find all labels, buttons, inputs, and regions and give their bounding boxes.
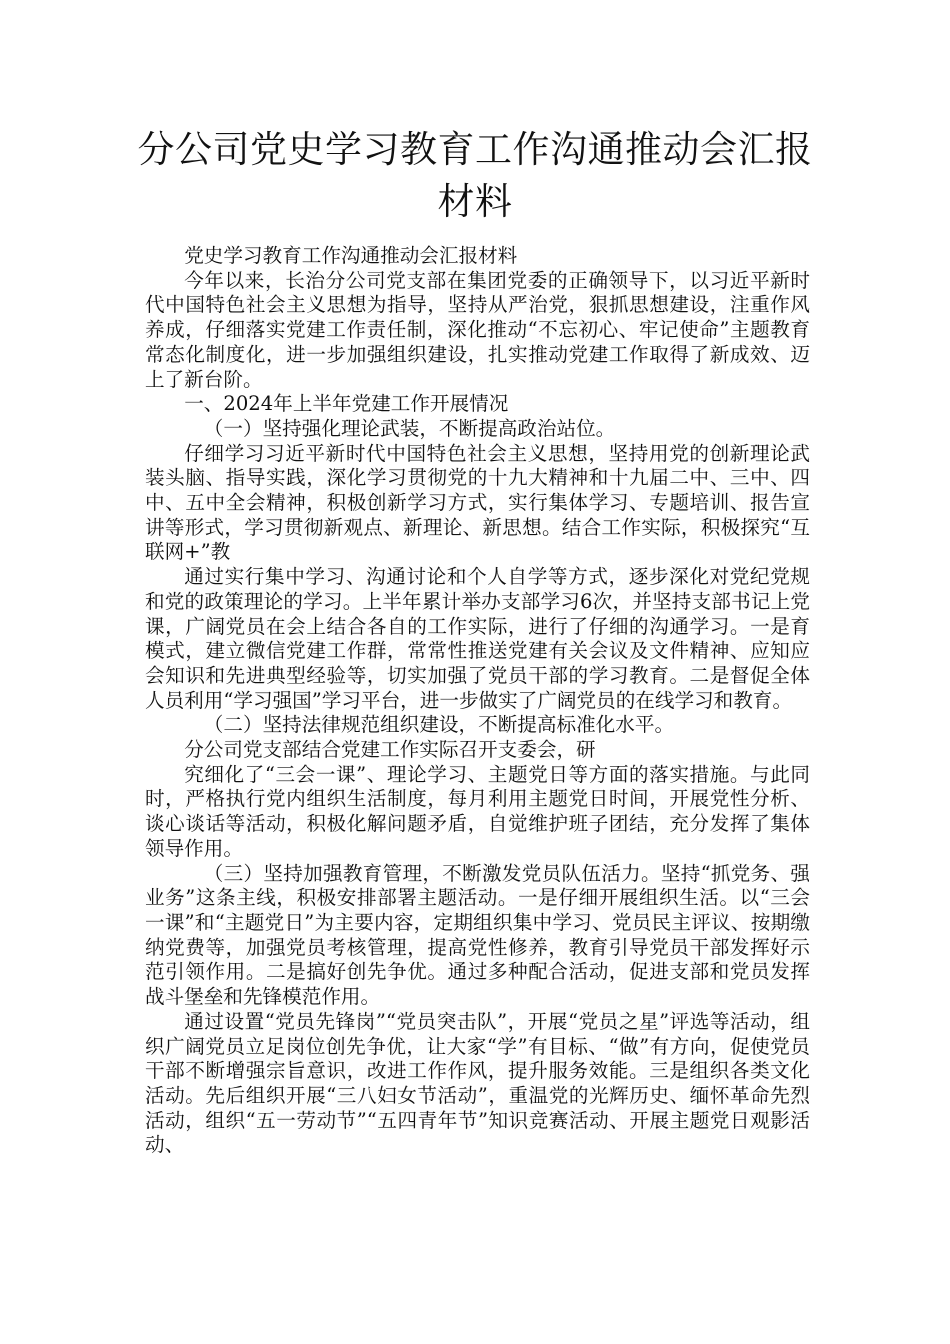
- subsection-paragraph: （一）坚持强化理论武装，不断提高政治站位。: [203, 416, 616, 440]
- subsection-paragraph: （三）坚持加强教育管理，不断激发党员队伍活力。坚持“抓党务、强业务”这条主线，积极安排部署主题活动。一是仔细开展组织生活。以“三会一课”和“主题党日”为主要内容，定期组织集中学习、党员民主评议、按期缴纳党费等，加强党员考核管理，提高党性修养，教育引导党员干部发挥好示范引领作用。二是搞好创先争优。通过多种配合活动，促进支部和党员发挥战斗堡垒和先锋模范作用。: [145, 861, 810, 1009]
- body-paragraph: 分公司党支部结合党建工作实际召开支委会，研: [184, 738, 596, 762]
- document-title: 分公司党史学习教育工作沟通推动会汇报材料: [137, 128, 813, 223]
- body-paragraph: 通过设置“党员先锋岗”“党员突击队”，开展“党员之星”评选等活动，组织广阔党员立足岗位创先争优，让大家“学”有目标、“做”有方向，促使党员干部不断增强宗旨意识，改进工作作风，提升服务效能。三是组织各类文化活动。先后组织开展“三八妇女节活动”，重温党的光辉历史、缅怀革命先烈活动，组织“五一劳动节”“五四青年节”知识竞赛活动、开展主题党日观影活动、: [145, 1009, 810, 1157]
- body-paragraph: 究细化了“三会一课”、理论学习、主题党日等方面的落实措施。与此同时，严格执行党内组织生活制度，每月利用主题党日时间，开展党性分析、谈心谈话等活动，积极化解问题矛盾，自觉维护班子团结，充分发挥了集体领导作用。: [145, 762, 810, 860]
- body-paragraph: 通过实行集中学习、沟通讨论和个人自学等方式，逐步深化对党纪党规和党的政策理论的学习。上半年累计举办支部学习6次，并坚持支部书记上党课，广阔党员在会上结合各自的工作实际，进行了仔细的沟通学习。一是育模式，建立微信党建工作群，常常性推送党建有关会议及文件精神、应知应会知识和先进典型经验等，切实加强了党员干部的学习教育。二是督促全体人员利用“学习强国”学习平台，进一步做实了广阔党员的在线学习和教育。: [145, 565, 810, 712]
- subsection-paragraph: （二）坚持法律规范组织建设，不断提高标准化水平。: [203, 713, 675, 737]
- body-paragraph: 党史学习教育工作沟通推动会汇报材料: [184, 244, 518, 267]
- body-paragraph: 今年以来，长治分公司党支部在集团党委的正确领导下，以习近平新时代中国特色社会主义思想为指导，坚持从严治党，狠抓思想建设，注重作风养成，仔细落实党建工作责任制，深化推动“不忘初心、牢记使命”主题教育常态化制度化，进一步加强组织建设，扎实推动党建工作取得了新成效、迈上了新台阶。: [145, 268, 810, 391]
- document-body: [145, 244, 810, 1158]
- section-heading: 一、2024年上半年党建工作开展情况: [184, 392, 509, 416]
- body-paragraph: 仔细学习习近平新时代中国特色社会主义思想，坚持用党的创新理论武装头脑、指导实践，深化学习贯彻党的十九大精神和十九届二中、三中、四中、五中全会精神，积极创新学习方式，实行集体学习、专题培训、报告宣讲等形式，学习贯彻新观点、新理论、新思想。结合工作实际，积极探究“互联网+”教: [145, 441, 810, 564]
